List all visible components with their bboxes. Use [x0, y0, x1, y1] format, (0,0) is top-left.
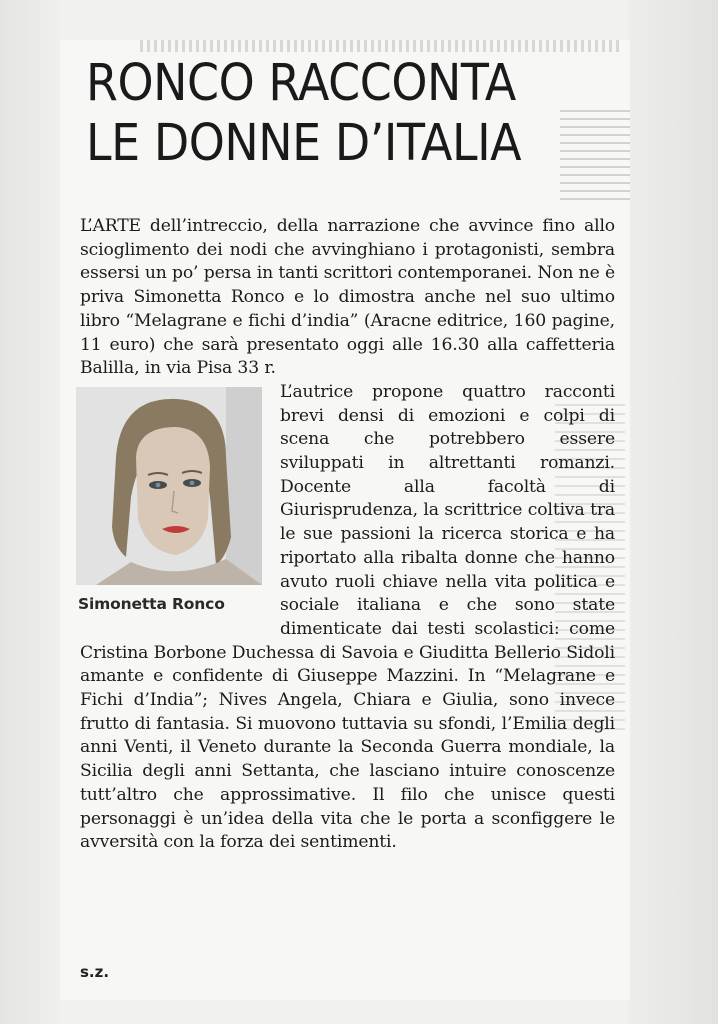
portrait-illustration	[76, 387, 262, 585]
article-paragraph-2: L’autrice propone quattro racconti brevi densi di emozioni e colpi di scena che potrebbero essere sviluppati in altrettanti romanzi. Docente alla facoltà di Giurisprudenza, la scrittrice coltiva tra le sue passioni la ricerca storica e ha riportato alla ribalta donne che hanno avuto ruoli chiave nella vita politica e sociale italiana e che sono state dimenticate dai testi scolastici: come Cristina Borbone Duchessa di Savoia e Giuditta Bellerio Sidoli amante e confidente di Giuseppe Mazzini. In “Melagrane e Fichi d’India”; Nives Angela, Chiara e Giulia, sono invece frutto di fantasia. Si muovono tuttavia su sfondi, l’Emilia degli anni Venti, il Veneto durante la Seconda Guerra mondiale, la Sicilia degli anni Settanta, che lasciano intuire conoscenze tutt’altro che approssimative. Il filo che unisce questi personaggi è un’idea della vita che le porta a sconfiggere le avversità con la forza dei sentimenti.	[80, 381, 615, 853]
headline-line-2: LE DONNE D’ITALIA	[86, 114, 522, 173]
author-signature: s.z.	[80, 963, 110, 981]
article-headline	[86, 54, 572, 174]
scan-background-left	[0, 0, 60, 1024]
article-body	[80, 215, 615, 855]
author-portrait-photo	[76, 387, 262, 585]
article-paragraph-1: L’ARTE dell’intreccio, della narrazione che avvince fino allo scioglimento dei nodi che avvinghiano i protagonisti, sembra essersi un po’ persa in tanti scrittori contemporanei. Non ne è priva Simonetta Ronco e lo dimostra anche nel suo ultimo libro “Melagrane e fichi d’india” (Aracne editrice, 160 pagine, 11 euro) che sarà presentato oggi alle 16.30 alla caffetteria Balilla, in via Pisa 33 r.	[80, 216, 615, 379]
photo-caption: Simonetta Ronco	[78, 594, 225, 613]
author-photo-block	[76, 381, 268, 636]
headline-line-1: RONCO RACCONTA	[86, 54, 516, 113]
bleed-through-text-top	[140, 40, 620, 52]
scan-background-right	[628, 0, 718, 1024]
